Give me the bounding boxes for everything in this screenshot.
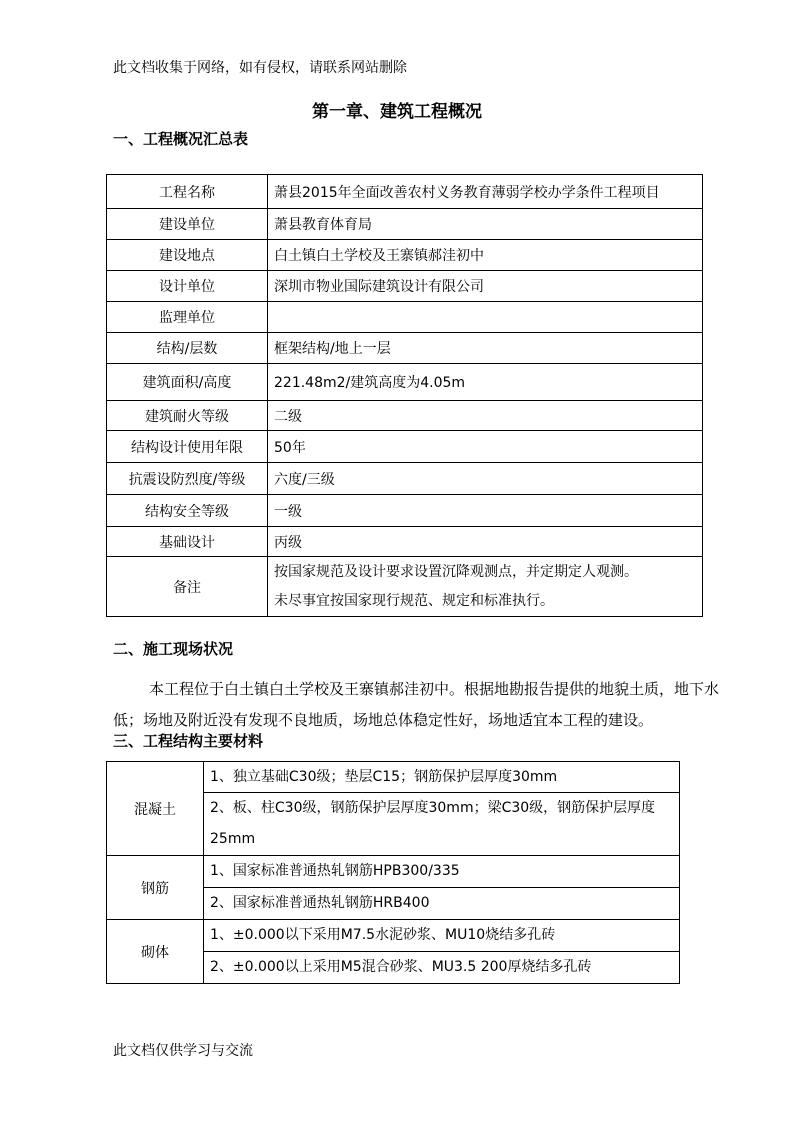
table-row: [107, 271, 703, 302]
materials-table: [106, 761, 680, 984]
remark-line: 按国家规范及设计要求设置沉降观测点，并定期定人观测。: [274, 563, 638, 580]
row-value: 一级: [268, 495, 703, 527]
material-item: 2、国家标准普通热轧钢筋HRB400: [210, 895, 430, 911]
row-value: 萧县2015年全面改善农村义务教育薄弱学校办学条件工程项目: [268, 175, 703, 209]
row-label: 建筑耐火等级: [107, 401, 268, 431]
row-label: 设计单位: [107, 271, 268, 302]
material-item: 1、独立基础C30级；垫层C15；钢筋保护层厚度30mm: [204, 762, 679, 793]
table-row: [107, 364, 703, 401]
section1-heading: 一、工程概况汇总表: [113, 130, 249, 148]
row-label: 抗震设防烈度/等级: [107, 463, 268, 495]
table-row: [107, 495, 703, 527]
row-value: 白土镇白土学校及王寨镇郝洼初中: [268, 240, 703, 271]
row-label: 建筑面积/高度: [107, 364, 268, 401]
row-label: 建设地点: [107, 240, 268, 271]
table-row: [107, 920, 680, 984]
row-label: 监理单位: [107, 302, 268, 333]
section2-heading: 二、施工现场状况: [113, 640, 234, 658]
overview-table: [106, 174, 703, 617]
table-row: [107, 333, 703, 364]
row-label: 结构安全等级: [107, 495, 268, 527]
table-row: [107, 431, 703, 463]
remark-line: 未尽事宜按国家现行规范、规定和标准执行。: [274, 592, 554, 609]
table-row: [107, 527, 703, 557]
table-row: [107, 557, 703, 617]
material-items: [204, 762, 680, 856]
table-row: [107, 302, 703, 333]
table-row: [107, 240, 703, 271]
row-label: 工程名称: [107, 175, 268, 209]
row-value: 50年: [268, 431, 703, 463]
material-item: 1、国家标准普通热轧钢筋HPB300/335: [204, 856, 679, 888]
row-value: 六度/三级: [268, 463, 703, 495]
material-items: [204, 920, 680, 984]
row-value: 丙级: [268, 527, 703, 557]
page-header: 此文档收集于网络，如有侵权，请联系网站删除: [113, 60, 407, 76]
material-item: 2、板、柱C30级，钢筋保护层厚度30mm；梁C30级，钢筋保护层厚度25mm: [210, 800, 656, 847]
row-label: 基础设计: [107, 527, 268, 557]
row-value: 二级: [268, 401, 703, 431]
remark-value: [268, 557, 703, 617]
row-value: 框架结构/地上一层: [268, 333, 703, 364]
row-value: 萧县教育体育局: [268, 209, 703, 240]
material-label: 砌体: [107, 920, 204, 984]
page-footer: 此文档仅供学习与交流: [113, 1043, 253, 1059]
row-label: 建设单位: [107, 209, 268, 240]
row-label: 结构设计使用年限: [107, 431, 268, 463]
material-item: 2、±0.000以上采用M5混合砂浆、MU3.5 200厚烧结多孔砖: [210, 959, 592, 975]
table-row: [107, 209, 703, 240]
section3-heading: 三、工程结构主要材料: [113, 732, 264, 750]
table-row: [107, 856, 680, 920]
table-row: [107, 762, 680, 856]
remark-label: 备注: [107, 557, 268, 617]
table-row: [107, 175, 703, 209]
material-label: 钢筋: [107, 856, 204, 920]
row-value: [268, 302, 703, 333]
material-label: 混凝土: [107, 762, 204, 856]
row-value: 深圳市物业国际建筑设计有限公司: [268, 271, 703, 302]
table-row: [107, 463, 703, 495]
chapter-title: 第一章、建筑工程概况: [312, 102, 482, 122]
site-paragraph: 本工程位于白土镇白土学校及王寨镇郝洼初中。根据地勘报告提供的地貌土质，地下水低；场地及附近没有发现不良地质，场地总体稳定性好，场地适宜本工程的建设。: [113, 680, 720, 729]
material-item: 1、±0.000以下采用M7.5水泥砂浆、MU10烧结多孔砖: [204, 920, 679, 952]
row-label: 结构/层数: [107, 333, 268, 364]
table-row: [107, 401, 703, 431]
row-value: 221.48m2/建筑高度为4.05m: [268, 364, 703, 401]
material-items: [204, 856, 680, 920]
